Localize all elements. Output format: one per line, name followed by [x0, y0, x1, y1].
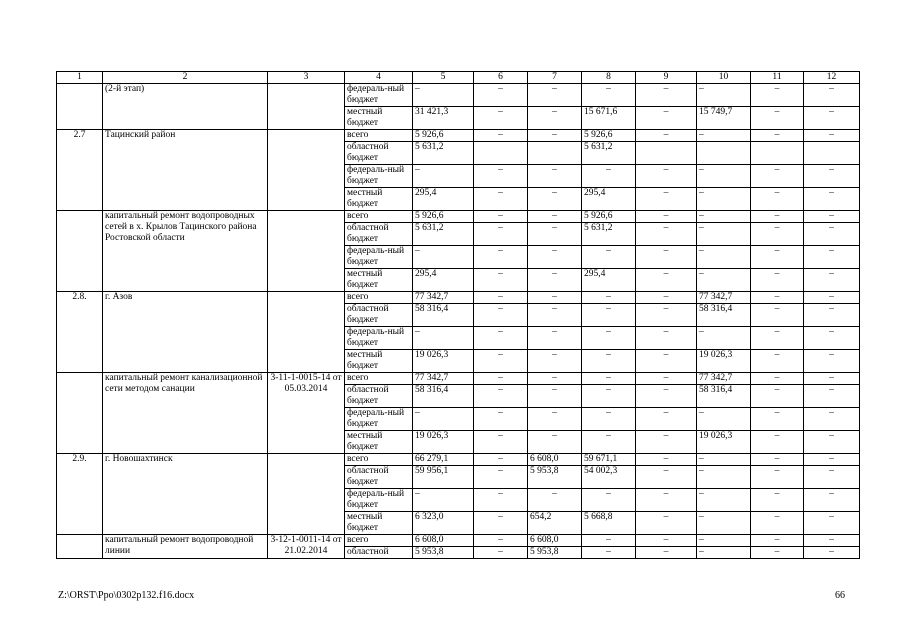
table-cell: 5 926,6	[413, 130, 474, 142]
table-row	[57, 292, 860, 304]
table-cell: –	[804, 327, 860, 350]
table-cell: –	[804, 188, 860, 211]
table-cell: –	[528, 304, 582, 327]
table-cell: –	[474, 454, 528, 466]
table-cell: –	[636, 373, 697, 385]
table-cell: –	[636, 350, 697, 373]
table-cell: всего	[345, 454, 413, 466]
table-cell: 2.7	[57, 130, 103, 211]
table-cell: 5 953,8	[528, 547, 582, 559]
table-cell: 59 956,1	[413, 466, 474, 489]
table-cell: –	[413, 84, 474, 107]
table-cell: –	[413, 408, 474, 431]
table-cell: местный бюджет	[345, 512, 413, 535]
table-cell: –	[636, 466, 697, 489]
table-cell: –	[697, 408, 751, 431]
table-cell: –	[528, 165, 582, 188]
table-cell: –	[582, 350, 636, 373]
table-cell: –	[751, 512, 804, 535]
table-cell: –	[751, 350, 804, 373]
table-cell	[57, 211, 103, 292]
table-cell: –	[804, 350, 860, 373]
table-cell: –	[804, 107, 860, 130]
table-cell: –	[697, 547, 751, 559]
table-cell: –	[804, 385, 860, 408]
table-cell: –	[528, 408, 582, 431]
table-cell: –	[528, 327, 582, 350]
table-cell: –	[751, 547, 804, 559]
table-cell: 19 026,3	[697, 431, 751, 454]
table-cell	[57, 84, 103, 130]
table-cell: –	[636, 188, 697, 211]
table-cell: –	[528, 84, 582, 107]
table-cell: 54 002,3	[582, 466, 636, 489]
table-cell: –	[697, 84, 751, 107]
table-cell: –	[751, 292, 804, 304]
table-cell: –	[697, 489, 751, 512]
table-cell	[268, 130, 345, 211]
table-cell: –	[528, 211, 582, 223]
table-cell: –	[474, 211, 528, 223]
table-cell: –	[751, 373, 804, 385]
table-cell	[474, 142, 528, 165]
table-cell: –	[474, 547, 528, 559]
table-cell: 2.8.	[57, 292, 103, 373]
table-cell: –	[804, 489, 860, 512]
table-cell: –	[751, 535, 804, 547]
table-cell: 77 342,7	[697, 292, 751, 304]
table-cell: –	[528, 188, 582, 211]
table-cell: –	[582, 373, 636, 385]
table-row	[57, 211, 860, 223]
table-cell: 5 953,8	[413, 547, 474, 559]
table-cell: 3-12-1-0011-14 от 21.02.2014	[268, 535, 345, 559]
page-number: 66	[835, 590, 845, 601]
table-cell: –	[528, 246, 582, 269]
column-header: 6	[474, 72, 528, 84]
table-cell: –	[697, 211, 751, 223]
table-cell: –	[582, 84, 636, 107]
table-cell: –	[697, 130, 751, 142]
table-cell: 654,2	[528, 512, 582, 535]
table-cell: –	[528, 373, 582, 385]
table-cell: –	[474, 165, 528, 188]
table-cell: –	[697, 535, 751, 547]
table-cell: –	[474, 489, 528, 512]
table-cell: –	[636, 304, 697, 327]
table-cell: –	[751, 327, 804, 350]
table-cell	[528, 142, 582, 165]
table-cell: –	[636, 408, 697, 431]
table-cell: –	[751, 304, 804, 327]
column-header: 12	[804, 72, 860, 84]
table-cell: федераль-ный бюджет	[345, 246, 413, 269]
column-header: 1	[57, 72, 103, 84]
table-cell: –	[636, 385, 697, 408]
table-cell: 15 671,6	[582, 107, 636, 130]
table-cell: 19 026,3	[413, 431, 474, 454]
table-cell: областной бюджет	[345, 385, 413, 408]
table-cell: –	[528, 107, 582, 130]
table-cell: –	[804, 431, 860, 454]
table-cell: областной бюджет	[345, 223, 413, 246]
table-cell: –	[697, 223, 751, 246]
table-cell: –	[751, 107, 804, 130]
table-cell: 5 631,2	[413, 142, 474, 165]
table-cell: –	[636, 269, 697, 292]
table-cell: –	[697, 454, 751, 466]
table-cell: 31 421,3	[413, 107, 474, 130]
table-cell: –	[582, 165, 636, 188]
table-cell: –	[751, 211, 804, 223]
table-cell: 15 749,7	[697, 107, 751, 130]
table-cell: –	[804, 84, 860, 107]
table-cell: –	[697, 269, 751, 292]
table-cell: –	[804, 466, 860, 489]
table-cell: 5 631,2	[582, 223, 636, 246]
table-cell: –	[528, 130, 582, 142]
table-cell: 19 026,3	[413, 350, 474, 373]
table-cell: –	[636, 223, 697, 246]
table-cell	[268, 84, 345, 130]
table-cell: 5 953,8	[528, 466, 582, 489]
table-cell: (2-й этап)	[103, 84, 268, 130]
table-cell: –	[804, 454, 860, 466]
column-header: 10	[697, 72, 751, 84]
table-cell: 6 608,0	[413, 535, 474, 547]
table-cell: –	[751, 431, 804, 454]
table-cell: –	[413, 165, 474, 188]
table-cell: 77 342,7	[413, 373, 474, 385]
table-cell: –	[804, 246, 860, 269]
table-cell: –	[528, 350, 582, 373]
table-cell: всего	[345, 130, 413, 142]
table-cell: –	[636, 547, 697, 559]
table-cell: –	[582, 246, 636, 269]
table-cell: –	[413, 246, 474, 269]
table-cell: всего	[345, 373, 413, 385]
footer-file-path: Z:\ORST\Ppo\0302p132.f16.docx	[58, 590, 195, 601]
table-cell: –	[751, 269, 804, 292]
table-cell: –	[697, 466, 751, 489]
table-cell: –	[751, 466, 804, 489]
column-header: 5	[413, 72, 474, 84]
table-cell: федераль-ный бюджет	[345, 408, 413, 431]
table-cell: 295,4	[413, 269, 474, 292]
table-cell: –	[636, 165, 697, 188]
table-cell: 5 926,6	[582, 130, 636, 142]
table-cell: –	[582, 547, 636, 559]
table-cell: 19 026,3	[697, 350, 751, 373]
table-cell: –	[751, 84, 804, 107]
table-cell	[268, 454, 345, 535]
table-cell: –	[636, 211, 697, 223]
table-cell: –	[804, 223, 860, 246]
table-cell: местный бюджет	[345, 188, 413, 211]
table-cell: –	[582, 385, 636, 408]
table-cell: 5 668,8	[582, 512, 636, 535]
table-cell: –	[528, 292, 582, 304]
table-cell: 58 316,4	[413, 304, 474, 327]
table-cell: капитальный ремонт водопроводных сетей в х. Крылов Тацинского района Ростовской области	[103, 211, 268, 292]
table-cell: –	[474, 327, 528, 350]
table-cell: –	[804, 373, 860, 385]
table-cell: –	[582, 408, 636, 431]
table-cell: федераль-ный бюджет	[345, 327, 413, 350]
table-cell: –	[636, 130, 697, 142]
table-cell: 6 323,0	[413, 512, 474, 535]
table-cell: 58 316,4	[697, 304, 751, 327]
table-cell: –	[474, 246, 528, 269]
table-cell: –	[474, 304, 528, 327]
table-cell: –	[636, 107, 697, 130]
table-cell: –	[528, 489, 582, 512]
table-cell: –	[413, 327, 474, 350]
table-cell: –	[528, 223, 582, 246]
table-cell: –	[474, 188, 528, 211]
table-cell	[268, 292, 345, 373]
table-cell: –	[474, 269, 528, 292]
column-header: 9	[636, 72, 697, 84]
table-cell: областной	[345, 547, 413, 559]
table-cell: –	[804, 130, 860, 142]
table-cell: 2.9.	[57, 454, 103, 535]
table-cell: 295,4	[582, 188, 636, 211]
table-cell: –	[474, 130, 528, 142]
table-cell: –	[804, 512, 860, 535]
table-cell: Тацинский район	[103, 130, 268, 211]
table-cell: –	[582, 489, 636, 512]
table-cell: –	[804, 304, 860, 327]
table-cell: –	[751, 454, 804, 466]
table-cell: областной бюджет	[345, 466, 413, 489]
table-cell: –	[636, 454, 697, 466]
table-cell: –	[751, 165, 804, 188]
table-cell: 5 631,2	[582, 142, 636, 165]
table-cell: областной бюджет	[345, 142, 413, 165]
table-cell: 5 926,6	[582, 211, 636, 223]
table-cell: –	[636, 292, 697, 304]
table-cell: 66 279,1	[413, 454, 474, 466]
table-cell: 77 342,7	[697, 373, 751, 385]
table-cell: всего	[345, 211, 413, 223]
table-cell: –	[582, 304, 636, 327]
table-cell	[636, 142, 697, 165]
table-cell: г. Азов	[103, 292, 268, 373]
table-cell: 77 342,7	[413, 292, 474, 304]
table-row	[57, 84, 860, 107]
table-cell: 6 608,0	[528, 535, 582, 547]
table-cell: –	[636, 327, 697, 350]
table-cell: –	[804, 547, 860, 559]
column-header: 4	[345, 72, 413, 84]
table-cell	[751, 142, 804, 165]
table-cell: –	[751, 188, 804, 211]
column-header: 2	[103, 72, 268, 84]
table-cell: –	[804, 211, 860, 223]
table-cell: капитальный ремонт канализационной сети методом санации	[103, 373, 268, 454]
table-cell: 5 631,2	[413, 223, 474, 246]
table-cell: –	[636, 431, 697, 454]
table-cell	[268, 211, 345, 292]
table-header-row	[57, 72, 860, 84]
table-cell: 58 316,4	[413, 385, 474, 408]
table-cell: –	[804, 292, 860, 304]
table-cell	[804, 142, 860, 165]
table-cell: –	[474, 107, 528, 130]
table-cell: –	[636, 535, 697, 547]
column-header: 3	[268, 72, 345, 84]
table-cell: –	[528, 269, 582, 292]
table-cell: –	[474, 431, 528, 454]
table-cell: –	[751, 246, 804, 269]
column-header: 11	[751, 72, 804, 84]
table-cell: –	[751, 408, 804, 431]
table-cell: –	[804, 269, 860, 292]
table-cell: федераль-ный бюджет	[345, 165, 413, 188]
table-cell: –	[636, 512, 697, 535]
table-cell: 6 608,0	[528, 454, 582, 466]
table-cell: –	[474, 385, 528, 408]
table-row	[57, 130, 860, 142]
table-cell: –	[697, 246, 751, 269]
table-cell: 59 671,1	[582, 454, 636, 466]
table-cell: федераль-ный бюджет	[345, 489, 413, 512]
table-cell: –	[751, 130, 804, 142]
table-cell: –	[697, 165, 751, 188]
table-row	[57, 373, 860, 385]
table-cell	[57, 373, 103, 454]
table-cell: 58 316,4	[697, 385, 751, 408]
table-cell: –	[474, 350, 528, 373]
table-cell: капитальный ремонт водопроводной линии	[103, 535, 268, 559]
table-cell: –	[804, 408, 860, 431]
table-cell: –	[474, 373, 528, 385]
table-cell: федераль-ный бюджет	[345, 84, 413, 107]
table-cell: –	[413, 489, 474, 512]
table-cell: –	[528, 431, 582, 454]
table-cell: –	[474, 535, 528, 547]
table-cell: –	[697, 512, 751, 535]
column-header: 8	[582, 72, 636, 84]
table-cell: местный бюджет	[345, 269, 413, 292]
table-cell: местный бюджет	[345, 431, 413, 454]
table-cell: –	[474, 223, 528, 246]
table-cell: –	[474, 466, 528, 489]
table-cell: –	[474, 84, 528, 107]
table-cell: –	[582, 292, 636, 304]
table-cell: –	[697, 327, 751, 350]
table-row	[57, 454, 860, 466]
column-header: 7	[528, 72, 582, 84]
table-cell: местный бюджет	[345, 107, 413, 130]
table-cell: –	[528, 385, 582, 408]
table-cell: –	[751, 385, 804, 408]
table-cell: всего	[345, 292, 413, 304]
table-cell: 295,4	[413, 188, 474, 211]
table-cell: –	[804, 165, 860, 188]
budget-table	[56, 71, 860, 559]
table-cell: –	[636, 489, 697, 512]
table-cell: –	[474, 408, 528, 431]
table-cell	[57, 535, 103, 559]
table-cell: –	[582, 431, 636, 454]
table-cell	[697, 142, 751, 165]
table-cell: местный бюджет	[345, 350, 413, 373]
table-cell: –	[636, 246, 697, 269]
table-cell: всего	[345, 535, 413, 547]
table-cell: –	[582, 327, 636, 350]
table-cell: –	[804, 535, 860, 547]
table-row	[57, 535, 860, 547]
table-cell: –	[697, 188, 751, 211]
table-cell: 5 926,6	[413, 211, 474, 223]
table-cell: –	[636, 84, 697, 107]
table-cell: –	[474, 512, 528, 535]
table-cell: 295,4	[582, 269, 636, 292]
table-cell: областной бюджет	[345, 304, 413, 327]
table-cell: –	[582, 535, 636, 547]
table-cell: –	[751, 489, 804, 512]
table-cell: –	[474, 292, 528, 304]
table-cell: 3-11-1-0015-14 от 05.03.2014	[268, 373, 345, 454]
table-cell: –	[751, 223, 804, 246]
table-cell: г. Новошахтинск	[103, 454, 268, 535]
